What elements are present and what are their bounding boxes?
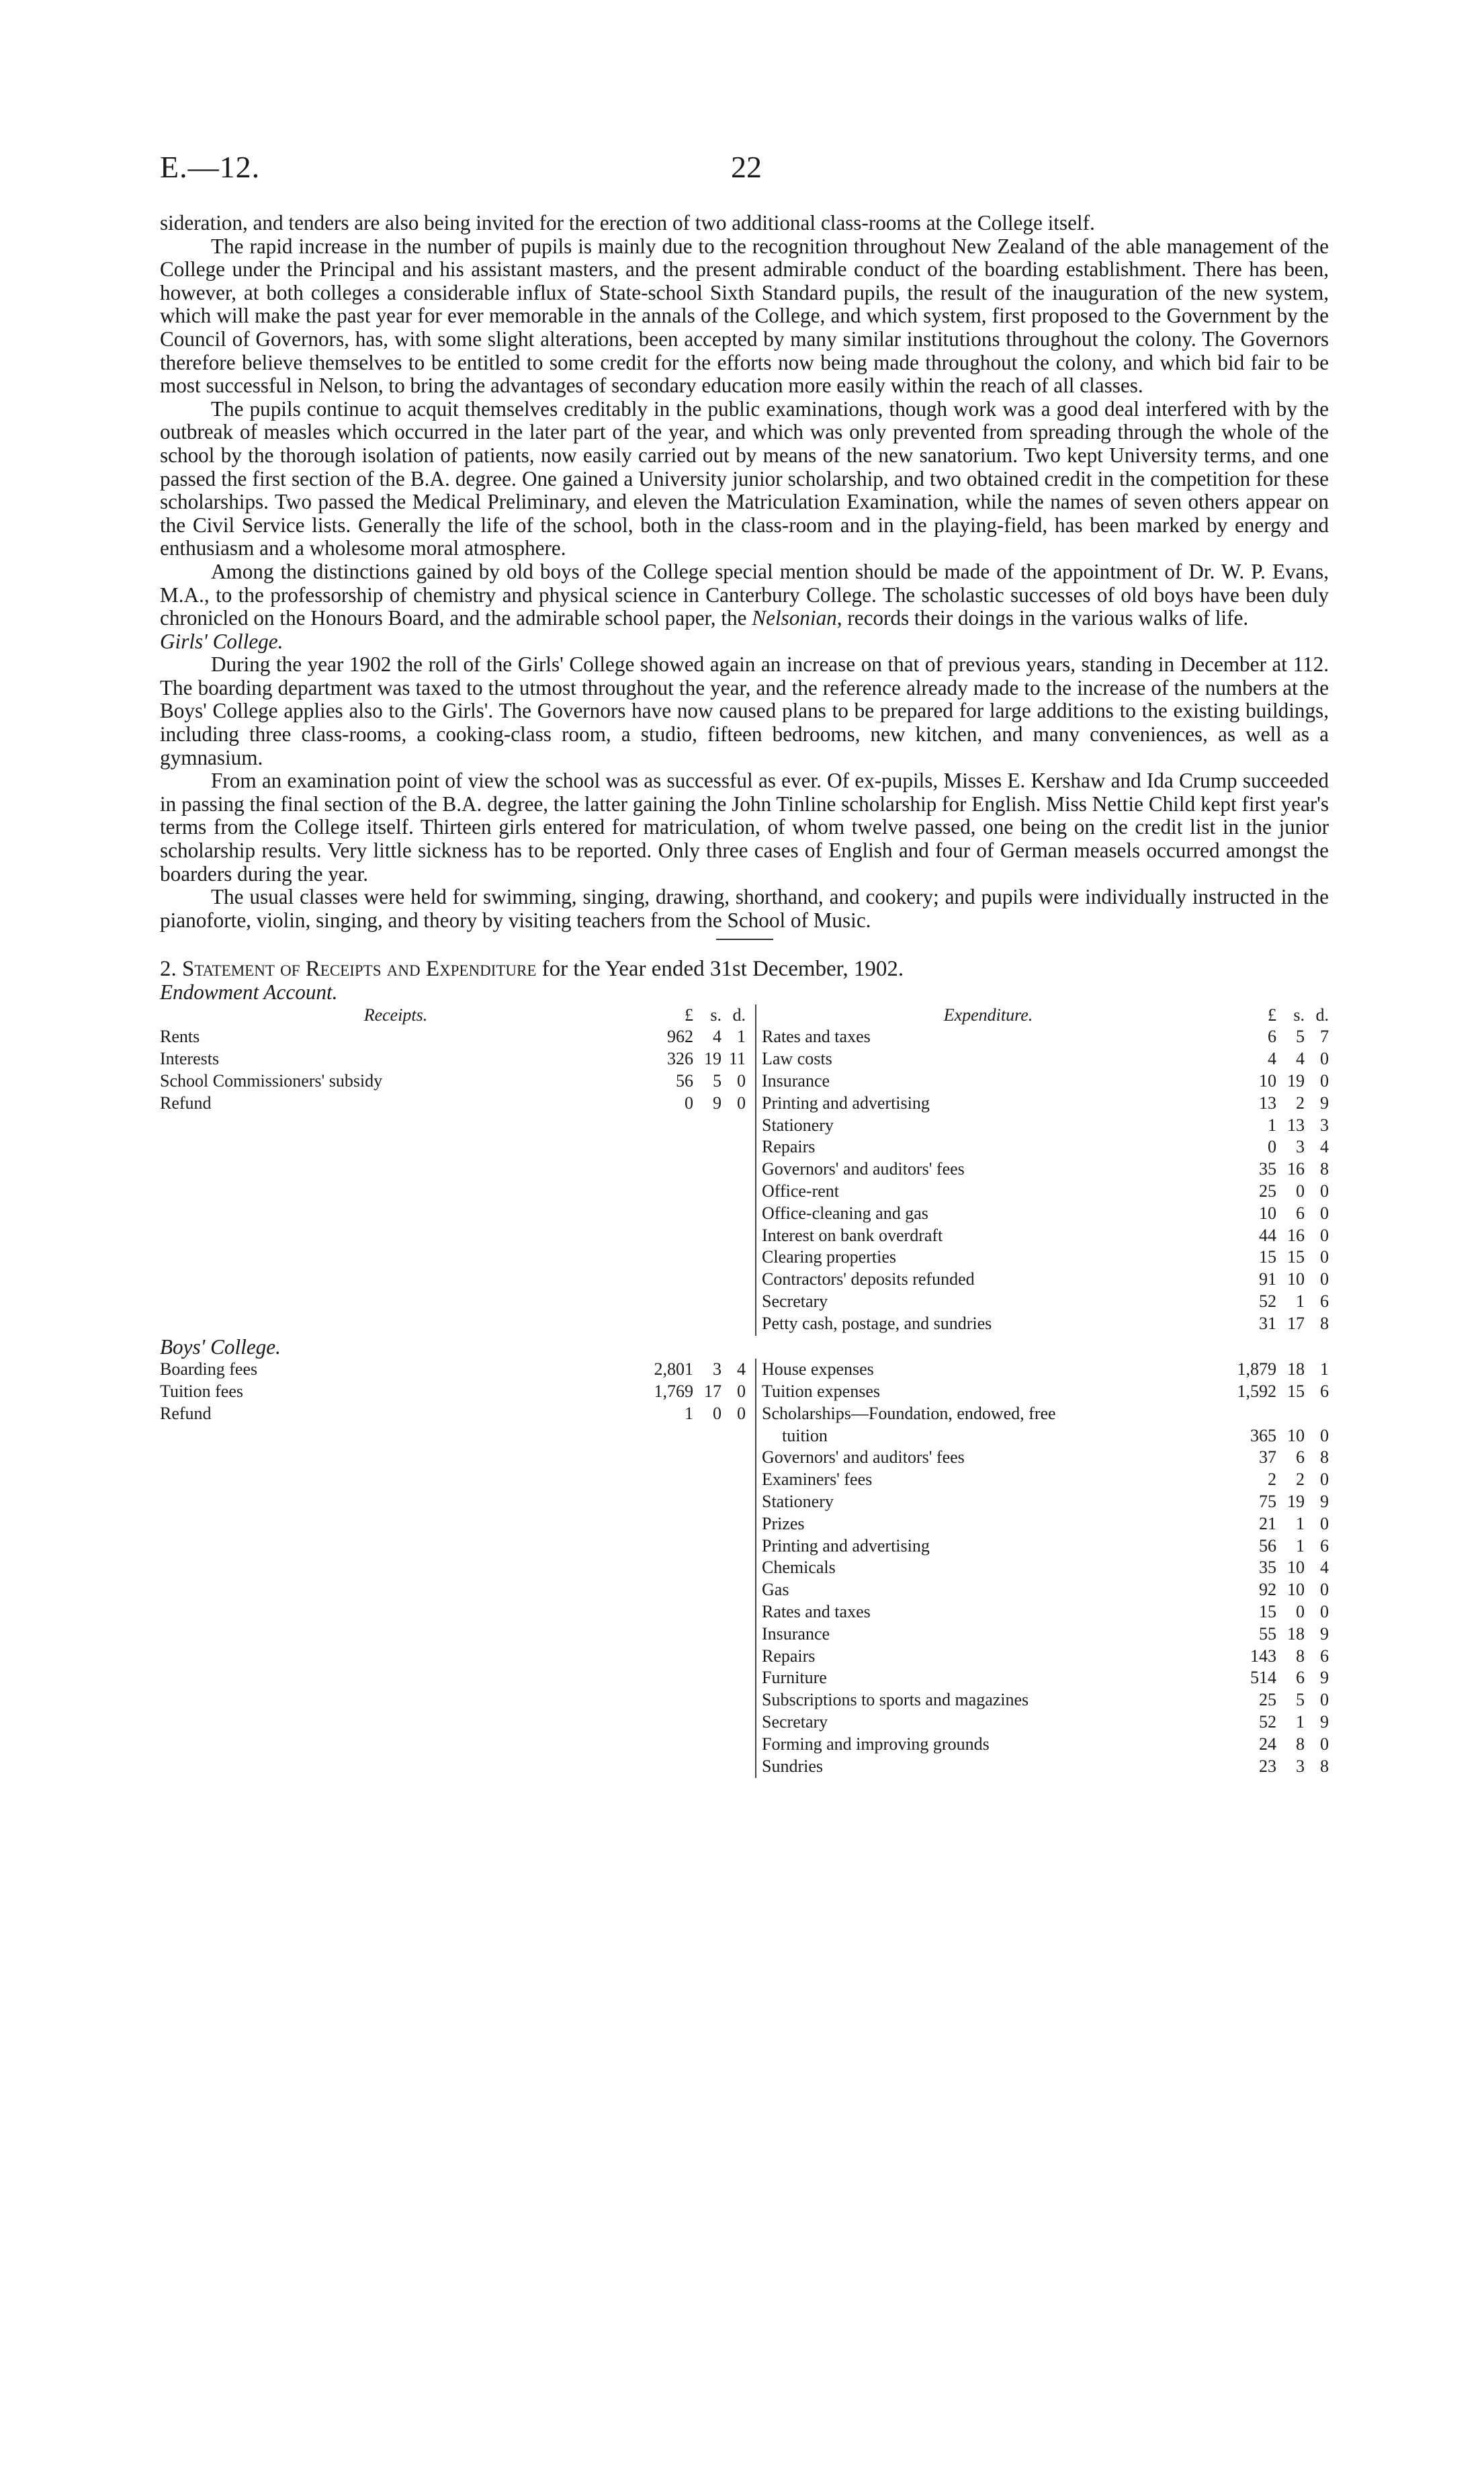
pounds-value: 1: [685, 1403, 693, 1423]
ledger-amount: [1215, 1491, 1329, 1513]
ledger-amount: [631, 1093, 746, 1115]
ledger-amount: [1215, 1425, 1329, 1447]
pounds-header: £: [1268, 1005, 1276, 1025]
shillings-value: 16: [1287, 1225, 1305, 1245]
ledger-item-label: Tuition expenses: [762, 1381, 880, 1401]
shillings-value: 18: [1287, 1359, 1305, 1379]
pounds-value: 0: [1268, 1137, 1276, 1157]
paragraph: The pupils continue to acquit themselves creditably in the public examinations, though work was a good deal interfered with by the outbreak of measles which occurred in the later part of the year, and which was only prevented from spreading through the whole of the school by the thorough isolation of patients, now easily carried out by means of the new sanatorium. Two kept University terms, and one passed the first section of the B.A. degree. One gained a University junior scholarship, and two obtained credit in the competition for these scholarships. Two passed the Medical Preliminary, and eleven the Matriculation Examination, while the names of seven others appear on the Civil Service lists. Generally the life of the school, both in the class-room and in the playing-field, has been marked by energy and enthusiasm and a wholesome moral atmosphere.: [160, 396, 1329, 560]
ledger-item-label: Subscriptions to sports and magazines: [762, 1690, 1029, 1710]
shillings-value: 15: [1287, 1247, 1305, 1267]
pence-value: 0: [1320, 1425, 1329, 1445]
pounds-value: 35: [1259, 1159, 1276, 1179]
ledger-amount: [1215, 1225, 1329, 1247]
ledger-row: [762, 1225, 1329, 1247]
ledger-amount: [1215, 1646, 1329, 1668]
section-divider: [716, 939, 773, 940]
pence-value: 0: [1320, 1049, 1329, 1069]
pence-value: 1: [737, 1027, 746, 1047]
pence-value: 6: [1320, 1535, 1329, 1556]
ledger-amount: [1215, 1313, 1329, 1335]
pence-value: [1305, 1403, 1329, 1425]
pence-value: 4: [1320, 1137, 1329, 1157]
pounds-value: 55: [1259, 1623, 1276, 1644]
ledger-row: [762, 1403, 1329, 1425]
pounds-value: 15: [1259, 1601, 1276, 1621]
pence-value: 8: [1320, 1756, 1329, 1776]
ledger-item-label: Refund: [160, 1403, 212, 1423]
ledger-amount: [631, 1359, 746, 1381]
ledger-amount: [1215, 1269, 1329, 1291]
nelsonian-title: Nelsonian: [752, 606, 837, 630]
shillings-value: 10: [1287, 1269, 1305, 1289]
pounds-value: 962: [667, 1027, 693, 1047]
pounds-value: 143: [1250, 1646, 1276, 1666]
pence-value: 11: [728, 1049, 746, 1069]
ledger-row: [762, 1491, 1329, 1513]
ledger-amount: [1215, 1513, 1329, 1535]
shillings-value: [1276, 1403, 1305, 1425]
ledger-amount: [1215, 1689, 1329, 1711]
pounds-value: 6: [1268, 1027, 1276, 1047]
ledger-amount: [631, 1381, 746, 1403]
pounds-value: 1,769: [654, 1381, 693, 1401]
ledger-row: [762, 1070, 1329, 1093]
receipts-header-row: [160, 1005, 746, 1027]
statement-title-rest: for the Year ended 31st December, 1902.: [541, 957, 904, 982]
pounds-value: 75: [1259, 1491, 1276, 1511]
ledger-row: [762, 1689, 1329, 1711]
paragraph-text: Among the distinctions gained by old boys of the College special mention should be made of the appointment of Dr. W. P. Evans, M.A., to the professorship of chemistry and physical science in Canterbury College. The scholastic successes of old boys have been duly chronicled on the Honours Board, and the admirable school paper, the: [160, 559, 1329, 630]
shillings-value: 19: [1287, 1070, 1305, 1091]
pence-value: 7: [1320, 1027, 1329, 1047]
ledger-row: [762, 1623, 1329, 1646]
ledger-item-label: House expenses: [762, 1359, 874, 1379]
pence-value: 6: [1320, 1646, 1329, 1666]
ledger-item-label: Governors' and auditors' fees: [762, 1447, 965, 1467]
shillings-value: 15: [1287, 1381, 1305, 1401]
ledger-amount: [1215, 1579, 1329, 1601]
shillings-value: 0: [1296, 1181, 1305, 1201]
ledger-row: [160, 1093, 746, 1115]
pounds-value: 25: [1259, 1181, 1276, 1201]
shillings-value: 17: [1287, 1313, 1305, 1333]
ledger-item-label: Printing and advertising: [762, 1535, 930, 1556]
ledger-amount: [1215, 1291, 1329, 1313]
ledger-row: [160, 1048, 746, 1070]
shillings-value: 10: [1287, 1580, 1305, 1600]
pence-value: 0: [1320, 1601, 1329, 1621]
ledger-amount: [1215, 1246, 1329, 1269]
ledger-amount: [1215, 1026, 1329, 1048]
shillings-value: 18: [1287, 1623, 1305, 1644]
pence-value: 0: [1320, 1580, 1329, 1600]
pence-value: 0: [1320, 1690, 1329, 1710]
ledger-amount: [1215, 1048, 1329, 1070]
ledger-row: [762, 1447, 1329, 1469]
pounds-value: 52: [1259, 1711, 1276, 1732]
ledger-amount: [631, 1403, 746, 1425]
receipts-rows: [160, 1026, 746, 1114]
shillings-value: 3: [1296, 1137, 1305, 1157]
pounds-value: 326: [667, 1049, 693, 1069]
ledger-item-label: Secretary: [762, 1711, 828, 1732]
ledger-item-label: Boarding fees: [160, 1359, 258, 1379]
ledger-row: [762, 1181, 1329, 1203]
ledger-row: [762, 1381, 1329, 1403]
pence-value: 0: [737, 1381, 746, 1401]
ledger-row: [762, 1579, 1329, 1601]
ledger-row: [762, 1756, 1329, 1778]
paragraph: From an examination point of view the school was as successful as ever. Of ex-pupils, Misses E. Kershaw and Ida Crump succeeded in passing the final section of the B.A. degree, the latter gaining the John Tinline scholarship for English. Miss Nettie Child kept first year's terms from the College itself. Thirteen girls entered for matriculation, of whom twelve passed, one being on the credit list in the junior scholarship results. Very little sickness has to be reported. Only three cases of English and four of German measels occurred amongst the boarders during the year.: [160, 769, 1329, 886]
shillings-value: 3: [1296, 1756, 1305, 1776]
ledger-amount: [1215, 1115, 1329, 1137]
ledger-row: [762, 1136, 1329, 1158]
pounds-value: 31: [1259, 1313, 1276, 1333]
pounds-value: 92: [1259, 1580, 1276, 1600]
shillings-value: 16: [1287, 1159, 1305, 1179]
ledger-amount: [1215, 1667, 1329, 1689]
shillings-value: 5: [713, 1070, 722, 1091]
ledger-row: [762, 1711, 1329, 1734]
body-text: [160, 212, 1329, 1778]
ledger-amount: [631, 1070, 746, 1093]
shillings-value: 10: [1287, 1558, 1305, 1578]
ledger-row: [160, 1381, 746, 1403]
ledger-row: [762, 1667, 1329, 1689]
ledger-item-label: Sundries: [762, 1756, 823, 1776]
ledger-amount: [1215, 1557, 1329, 1579]
pence-value: 6: [1320, 1381, 1329, 1401]
ledger-row: [762, 1115, 1329, 1137]
pence-value: 8: [1320, 1447, 1329, 1467]
ledger-amount: [1215, 1070, 1329, 1093]
ledger-item-label: Rents: [160, 1027, 200, 1047]
pence-value: 0: [1320, 1203, 1329, 1223]
pounds-value: 0: [685, 1093, 693, 1113]
pence-value: 0: [1320, 1070, 1329, 1091]
pounds-value: 23: [1259, 1756, 1276, 1776]
ledger-row: [762, 1513, 1329, 1535]
shillings-value: 1: [1296, 1711, 1305, 1732]
currency-header: [631, 1005, 746, 1027]
shillings-value: 17: [704, 1381, 722, 1401]
boys-college-heading: Boys' College.: [160, 1334, 281, 1359]
shillings-value: 9: [713, 1093, 722, 1113]
ledger-row: [762, 1425, 1329, 1447]
ledger-amount: [1215, 1093, 1329, 1115]
shillings-value: 19: [1287, 1491, 1305, 1511]
ledger-amount: [631, 1026, 746, 1048]
shillings-value: 5: [1296, 1027, 1305, 1047]
pounds-value: 37: [1259, 1447, 1276, 1467]
pence-value: 0: [1320, 1470, 1329, 1490]
ledger-amount: [631, 1048, 746, 1070]
pence-value: 0: [737, 1403, 746, 1423]
ledger-item-label: Repairs: [762, 1137, 816, 1157]
pence-value: 9: [1320, 1093, 1329, 1113]
ledger-amount: [1215, 1535, 1329, 1558]
shillings-value: 0: [713, 1403, 722, 1423]
ledger-item-label: Clearing properties: [762, 1247, 896, 1267]
ledger-item-label: Prizes: [762, 1513, 805, 1533]
paragraph-text: , records their doings in the various walks of life.: [836, 606, 1249, 630]
pounds-value: 514: [1250, 1668, 1276, 1688]
ledger-item-label: Stationery: [762, 1115, 834, 1135]
ledger-row: [160, 1359, 746, 1381]
pence-value: 8: [1320, 1159, 1329, 1179]
shillings-value: 8: [1296, 1646, 1305, 1666]
ledger-row: [762, 1026, 1329, 1048]
pounds-value: 365: [1250, 1425, 1276, 1445]
receipts-rows: [160, 1359, 746, 1424]
ledger-item-label: Law costs: [762, 1049, 832, 1069]
endowment-expenditure-column: [755, 1005, 1329, 1336]
pence-value: 4: [1320, 1558, 1329, 1578]
shillings-value: 6: [1296, 1447, 1305, 1467]
shillings-header: s.: [1293, 1005, 1305, 1025]
ledger-row: [762, 1734, 1329, 1756]
currency-header: [1215, 1005, 1329, 1027]
pounds-value: 2: [1268, 1470, 1276, 1490]
paragraph: The rapid increase in the number of pupils is mainly due to the recognition throughout New Zealand of the able management of the College under the Principal and his assistant masters, and the present admirable conduct of the boarding establishment. There has been, however, at both colleges a considerable influx of State-school Sixth Standard pupils, the result of the inauguration of the new system, which will make the past year for ever memorable in the annals of the College, and which system, first proposed to the Government by the Council of Governors, has, with some slight alterations, been accepted by many similar institutions throughout the colony. The Governors therefore believe themselves to be entitled to some credit for the efforts now being made throughout the colony, and which bid fair to be most successful in Nelson, to bring the advantages of secondary education more easily within the reach of all classes.: [160, 234, 1329, 398]
pence-value: 6: [1320, 1291, 1329, 1311]
pence-value: 0: [1320, 1269, 1329, 1289]
shillings-value: 6: [1296, 1668, 1305, 1688]
ledger-amount: [1215, 1359, 1329, 1381]
pounds-value: 44: [1259, 1225, 1276, 1245]
ledger-row: [762, 1093, 1329, 1115]
document-reference: E.—12.: [160, 150, 261, 184]
pence-value: 0: [1320, 1181, 1329, 1201]
page-header: [160, 149, 1329, 189]
ledger-amount: [1215, 1469, 1329, 1491]
shillings-value: 1: [1296, 1513, 1305, 1533]
ledger-row: [160, 1403, 746, 1425]
ledger-row: [160, 1070, 746, 1093]
ledger-amount: [1215, 1403, 1329, 1425]
ledger-item-label: Rates and taxes: [762, 1601, 871, 1621]
shillings-value: 0: [1296, 1601, 1305, 1621]
pounds-value: 13: [1259, 1093, 1276, 1113]
pounds-value: 1: [1268, 1115, 1276, 1135]
shillings-value: 5: [1296, 1690, 1305, 1710]
pence-value: 0: [1320, 1734, 1329, 1754]
pounds-header: £: [685, 1005, 693, 1025]
pounds-value: 1,879: [1237, 1359, 1276, 1379]
endowment-receipts-column: [160, 1005, 746, 1115]
paragraph-distinctions: [160, 560, 1329, 630]
pence-value: 0: [1320, 1513, 1329, 1533]
ledger-item-label: Insurance: [762, 1623, 830, 1644]
boys-expenditure-column: [755, 1359, 1329, 1778]
shillings-value: 19: [704, 1049, 722, 1069]
shillings-value: 8: [1296, 1734, 1305, 1754]
ledger-amount: [1215, 1158, 1329, 1181]
ledger-item-label: Forming and improving grounds: [762, 1734, 990, 1754]
ledger-row: [762, 1291, 1329, 1313]
expenditure-rows: [762, 1359, 1329, 1777]
ledger-row: [762, 1158, 1329, 1181]
ledger-amount: [1215, 1734, 1329, 1756]
pence-value: 9: [1320, 1668, 1329, 1688]
pence-value: 3: [1320, 1115, 1329, 1135]
ledger-item-label: Office-cleaning and gas: [762, 1203, 928, 1223]
pence-value: 4: [737, 1359, 746, 1379]
ledger-row: [762, 1469, 1329, 1491]
shillings-value: 1: [1296, 1291, 1305, 1311]
expenditure-heading: Expenditure.: [943, 1005, 1033, 1025]
receipts-heading: Receipts.: [363, 1005, 428, 1025]
ledger-item-label: Chemicals: [762, 1558, 836, 1578]
ledger-item-label: Furniture: [762, 1668, 827, 1688]
ledger-row: [762, 1535, 1329, 1558]
ledger-item-label: Rates and taxes: [762, 1027, 871, 1047]
ledger-item-label: Gas: [762, 1580, 789, 1600]
ledger-amount: [1215, 1711, 1329, 1734]
pence-value: 0: [1320, 1247, 1329, 1267]
ledger-row: [762, 1313, 1329, 1335]
paragraph: sideration, and tenders are also being invited for the erection of two additional class-rooms at the College itself.: [160, 211, 1095, 235]
ledger-amount: [1215, 1447, 1329, 1469]
ledger-item-label: Refund: [160, 1093, 212, 1113]
pounds-value: 1,592: [1237, 1381, 1276, 1401]
boys-college-ledger: [160, 1359, 1329, 1778]
statement-title-main: Statement of Receipts and Expenditure: [182, 957, 537, 982]
girls-college-heading: Girls' College.: [160, 629, 283, 653]
pounds-value: 35: [1259, 1558, 1276, 1578]
ledger-item-label: Scholarships—Foundation, endowed, free: [762, 1403, 1056, 1423]
ledger-item-label: Interest on bank overdraft: [762, 1225, 943, 1245]
ledger-row: [762, 1359, 1329, 1381]
pounds-value: 25: [1259, 1690, 1276, 1710]
pence-value: 8: [1320, 1313, 1329, 1333]
shillings-value: 4: [1296, 1049, 1305, 1069]
ledger-row: [762, 1203, 1329, 1225]
ledger-item-label: Governors' and auditors' fees: [762, 1159, 965, 1179]
pounds-value: 56: [676, 1070, 693, 1091]
pounds-value: 56: [1259, 1535, 1276, 1556]
pounds-value: 52: [1259, 1291, 1276, 1311]
ledger-row: [762, 1269, 1329, 1291]
expenditure-rows: [762, 1026, 1329, 1334]
pence-value: 9: [1320, 1711, 1329, 1732]
shillings-value: 6: [1296, 1203, 1305, 1223]
pence-value: 1: [1320, 1359, 1329, 1379]
boys-receipts-column: [160, 1359, 746, 1424]
pence-value: 0: [737, 1093, 746, 1113]
ledger-item-label: Tuition fees: [160, 1381, 243, 1401]
ledger-item-label: Stationery: [762, 1491, 834, 1511]
ledger-item-label: Examiners' fees: [762, 1470, 873, 1490]
ledger-amount: [1215, 1381, 1329, 1403]
statement-title: [160, 958, 1329, 981]
paragraph: During the year 1902 the roll of the Girls' College showed again an increase on that of previous years, standing in December at 112. The boarding department was taxed to the utmost throughout the year, and the reference already made to the increase of the numbers at the Boys' College applies also to the Girls'. The Governors have now caused plans to be prepared for large additions to the existing buildings, including three class-rooms, a cooking-class room, a studio, fifteen bedrooms, new kitchen, and many conveniences, as well as a gymnasium.: [160, 652, 1329, 769]
paragraph: The usual classes were held for swimming, singing, drawing, shorthand, and cookery; and pupils were individually instructed in the pianoforte, violin, singing, and theory by visiting teachers from the School of Music.: [160, 885, 1329, 932]
ledger-item-label: tuition: [782, 1425, 828, 1445]
pounds-value: 15: [1259, 1247, 1276, 1267]
ledger-amount: [1215, 1136, 1329, 1158]
shillings-value: 2: [1296, 1470, 1305, 1490]
pence-value: 9: [1320, 1491, 1329, 1511]
ledger-item-label: Office-rent: [762, 1181, 840, 1201]
shillings-value: 2: [1296, 1093, 1305, 1113]
shillings-header: s.: [710, 1005, 722, 1025]
ledger-item-label: Repairs: [762, 1646, 816, 1666]
ledger-amount: [1215, 1623, 1329, 1646]
ledger-item-label: Printing and advertising: [762, 1093, 930, 1113]
pounds-value: 24: [1259, 1734, 1276, 1754]
shillings-value: 10: [1287, 1425, 1305, 1445]
shillings-value: 13: [1287, 1115, 1305, 1135]
ledger-item-label: Secretary: [762, 1291, 828, 1311]
ledger-row: [160, 1026, 746, 1048]
page-number: 22: [731, 150, 762, 184]
pence-value: 9: [1320, 1623, 1329, 1644]
pence-value: 0: [737, 1070, 746, 1091]
pounds-value: [1215, 1403, 1276, 1425]
pounds-value: 10: [1259, 1070, 1276, 1091]
expenditure-header-row: [762, 1005, 1329, 1027]
shillings-value: 4: [713, 1027, 722, 1047]
pence-header: d.: [1315, 1005, 1329, 1025]
ledger-row: [762, 1601, 1329, 1623]
ledger-row: [762, 1646, 1329, 1668]
ledger-row: [762, 1246, 1329, 1269]
ledger-item-label: Petty cash, postage, and sundries: [762, 1313, 992, 1333]
pence-value: 0: [1320, 1225, 1329, 1245]
pence-header: d.: [732, 1005, 746, 1025]
ledger-item-label: School Commissioners' subsidy: [160, 1070, 383, 1091]
ledger-amount: [1215, 1203, 1329, 1225]
pounds-value: 10: [1259, 1203, 1276, 1223]
ledger-row: [762, 1048, 1329, 1070]
endowment-account-heading: Endowment Account.: [160, 980, 338, 1004]
endowment-ledger: [160, 1005, 1329, 1336]
statement-number: 2.: [160, 957, 177, 982]
ledger-item-label: Interests: [160, 1049, 220, 1069]
pounds-value: 4: [1268, 1049, 1276, 1069]
ledger-row: [762, 1557, 1329, 1579]
ledger-item-label: Insurance: [762, 1070, 830, 1091]
ledger-amount: [1215, 1601, 1329, 1623]
pounds-value: 21: [1259, 1513, 1276, 1533]
ledger-amount: [1215, 1181, 1329, 1203]
pounds-value: 91: [1259, 1269, 1276, 1289]
ledger-item-label: Contractors' deposits refunded: [762, 1269, 975, 1289]
ledger-amount: [1215, 1756, 1329, 1778]
pounds-value: 2,801: [654, 1359, 693, 1379]
shillings-value: 1: [1296, 1535, 1305, 1556]
shillings-value: 3: [713, 1359, 722, 1379]
